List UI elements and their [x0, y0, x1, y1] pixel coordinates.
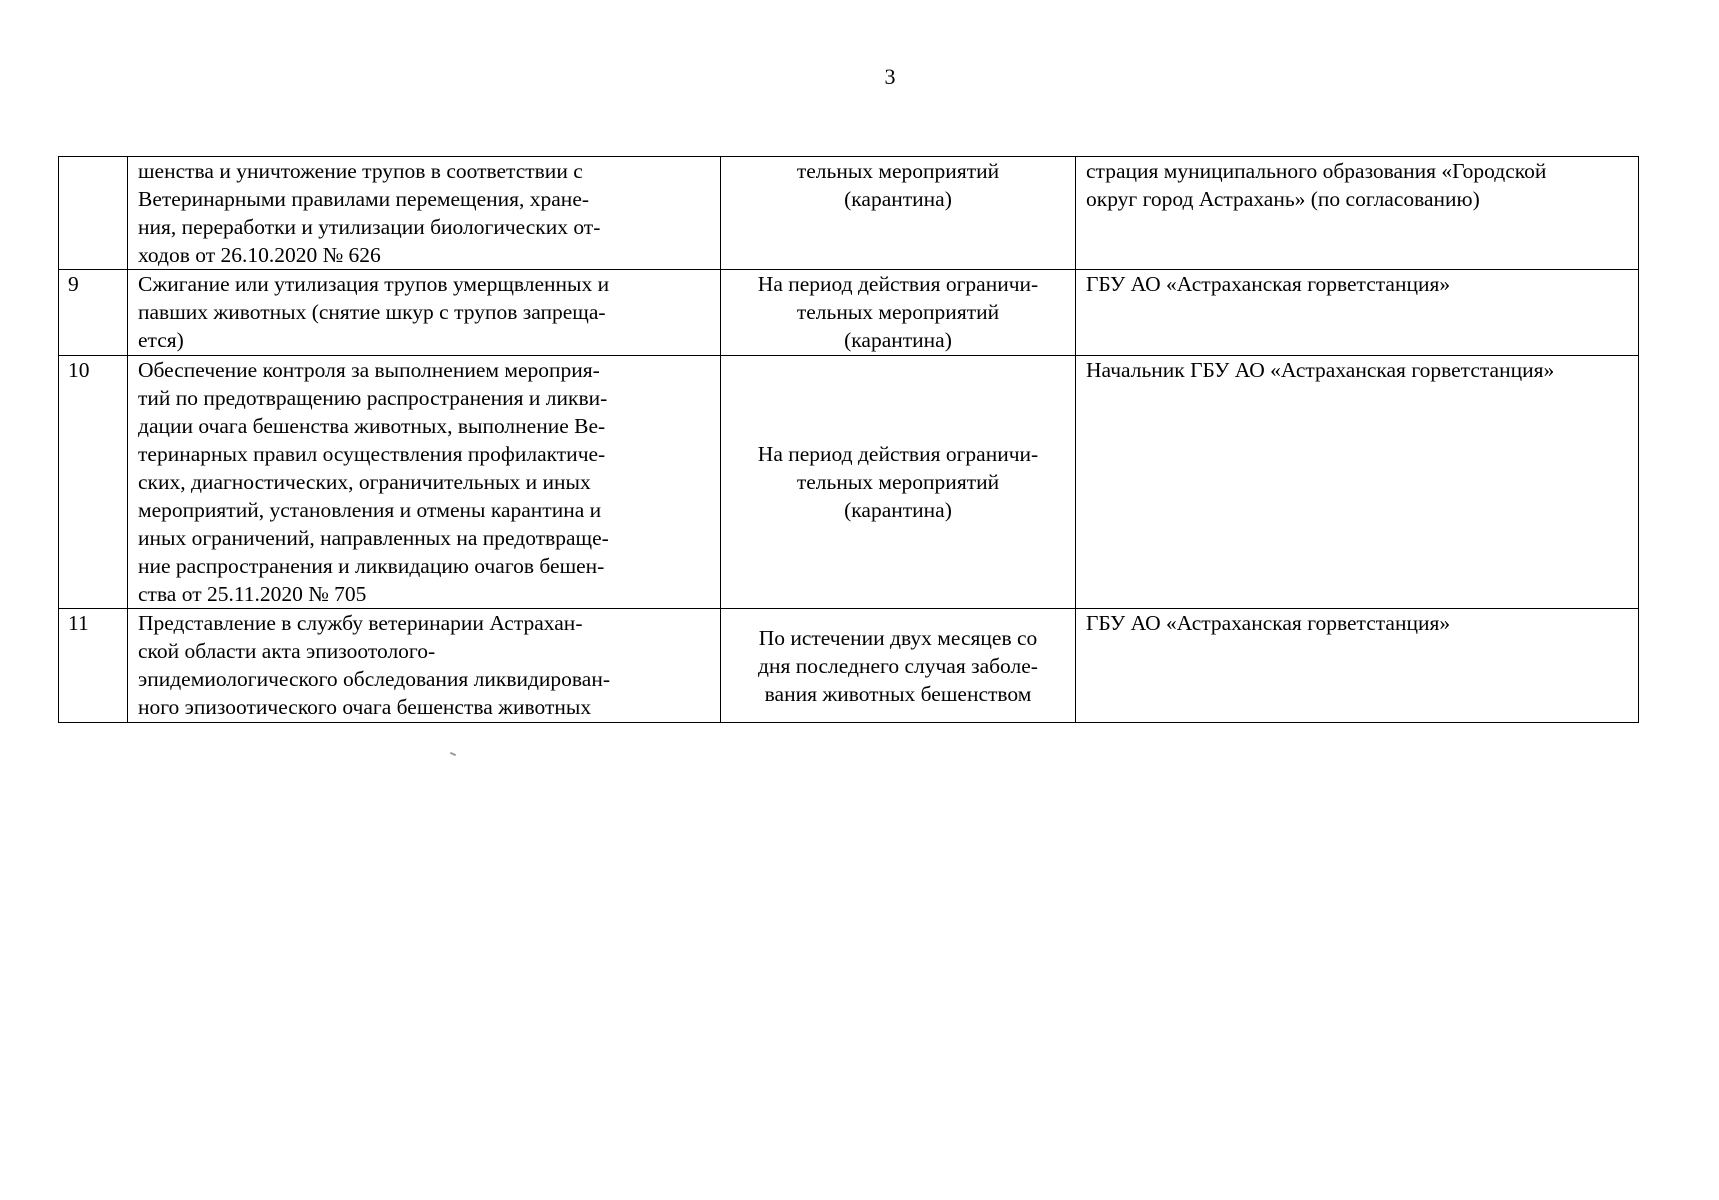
- action-cell: [128, 157, 721, 270]
- action-line: ходов от 26.10.2020 № 626: [138, 243, 381, 267]
- term-line: вания животных бешенством: [764, 681, 1032, 706]
- term-line: По истечении двух месяцев со: [758, 625, 1038, 650]
- action-line: тий по предотвращению распространения и ликви-: [138, 386, 608, 410]
- action-cell: [128, 270, 721, 356]
- table-row: [59, 157, 1639, 270]
- row-number-cell: 9: [59, 270, 128, 356]
- action-line: эпидемиологического обследования ликвидирован-: [138, 667, 611, 691]
- responsible-cell: [1076, 270, 1639, 356]
- term-line: На период действия ограничи-: [757, 272, 1039, 296]
- term-cell: [721, 356, 1076, 609]
- row-number-cell: [59, 157, 128, 270]
- action-line: Представление в службу ветеринарии Астрахан-: [138, 611, 583, 635]
- action-line: мероприятий, установления и отмены карантина и: [138, 498, 602, 522]
- term-cell: [721, 157, 1076, 270]
- action-line: иных ограничений, направленных на предотвраще-: [138, 526, 609, 550]
- row-number-cell: 11: [59, 609, 128, 723]
- action-line: павших животных (снятие шкур с трупов запреща-: [138, 300, 606, 324]
- action-line: ства от 25.11.2020 № 705: [138, 582, 367, 606]
- action-line: ской области акта эпизоотолого-: [138, 639, 436, 663]
- term-cell: [721, 609, 1076, 723]
- row-number-cell: 10: [59, 356, 128, 609]
- action-line: дации очага бешенства животных, выполнение Ве-: [138, 414, 606, 438]
- term-line: (карантина): [844, 328, 952, 352]
- term-line: (карантина): [844, 498, 952, 522]
- term-line: На период действия ограничи-: [757, 442, 1039, 466]
- action-line: теринарных правил осуществления профилактиче-: [138, 442, 606, 466]
- measures-table: [58, 156, 1639, 723]
- responsible-line: Начальник ГБУ АО «Астраханская горветстанция»: [1086, 358, 1555, 382]
- responsible-line: ГБУ АО «Астраханская горветстанция»: [1086, 272, 1451, 296]
- table-row: [59, 270, 1639, 356]
- action-line: шенства и уничтожение трупов в соответствии с: [138, 159, 583, 183]
- action-line: ного эпизоотического очага бешенства животных: [138, 695, 592, 719]
- scan-speck: [450, 752, 456, 756]
- action-line: ских, диагностических, ограничительных и иных: [138, 470, 591, 494]
- action-line: Обеспечение контроля за выполнением мероприя-: [138, 358, 600, 382]
- action-cell: [128, 356, 721, 609]
- action-line: Ветеринарными правилами перемещения, хране-: [138, 187, 590, 211]
- action-cell: [128, 609, 721, 723]
- term-line: тельных мероприятий: [796, 470, 1000, 494]
- responsible-line: страция муниципального образования «Городской: [1086, 159, 1547, 183]
- action-line: ния, переработки и утилизации биологических от-: [138, 215, 601, 239]
- action-line: Сжигание или утилизация трупов умерщвленных и: [138, 272, 610, 296]
- action-line: ется): [138, 328, 184, 352]
- responsible-cell: [1076, 356, 1639, 609]
- responsible-cell: [1076, 157, 1639, 270]
- action-line: ние распространения и ликвидацию очагов бешен-: [138, 554, 605, 578]
- term-line: тельных мероприятий: [796, 300, 1000, 324]
- table-row: [59, 356, 1639, 609]
- page-number: 3: [884, 64, 896, 89]
- responsible-line: округ город Астрахань» (по согласованию): [1086, 187, 1480, 211]
- term-line: (карантина): [844, 187, 952, 211]
- table-row: [59, 609, 1639, 723]
- term-cell: [721, 270, 1076, 356]
- responsible-cell: [1076, 609, 1639, 723]
- term-line: тельных мероприятий: [796, 159, 1000, 183]
- term-line: дня последнего случая заболе-: [758, 653, 1038, 678]
- responsible-line: ГБУ АО «Астраханская горветстанция»: [1086, 611, 1451, 635]
